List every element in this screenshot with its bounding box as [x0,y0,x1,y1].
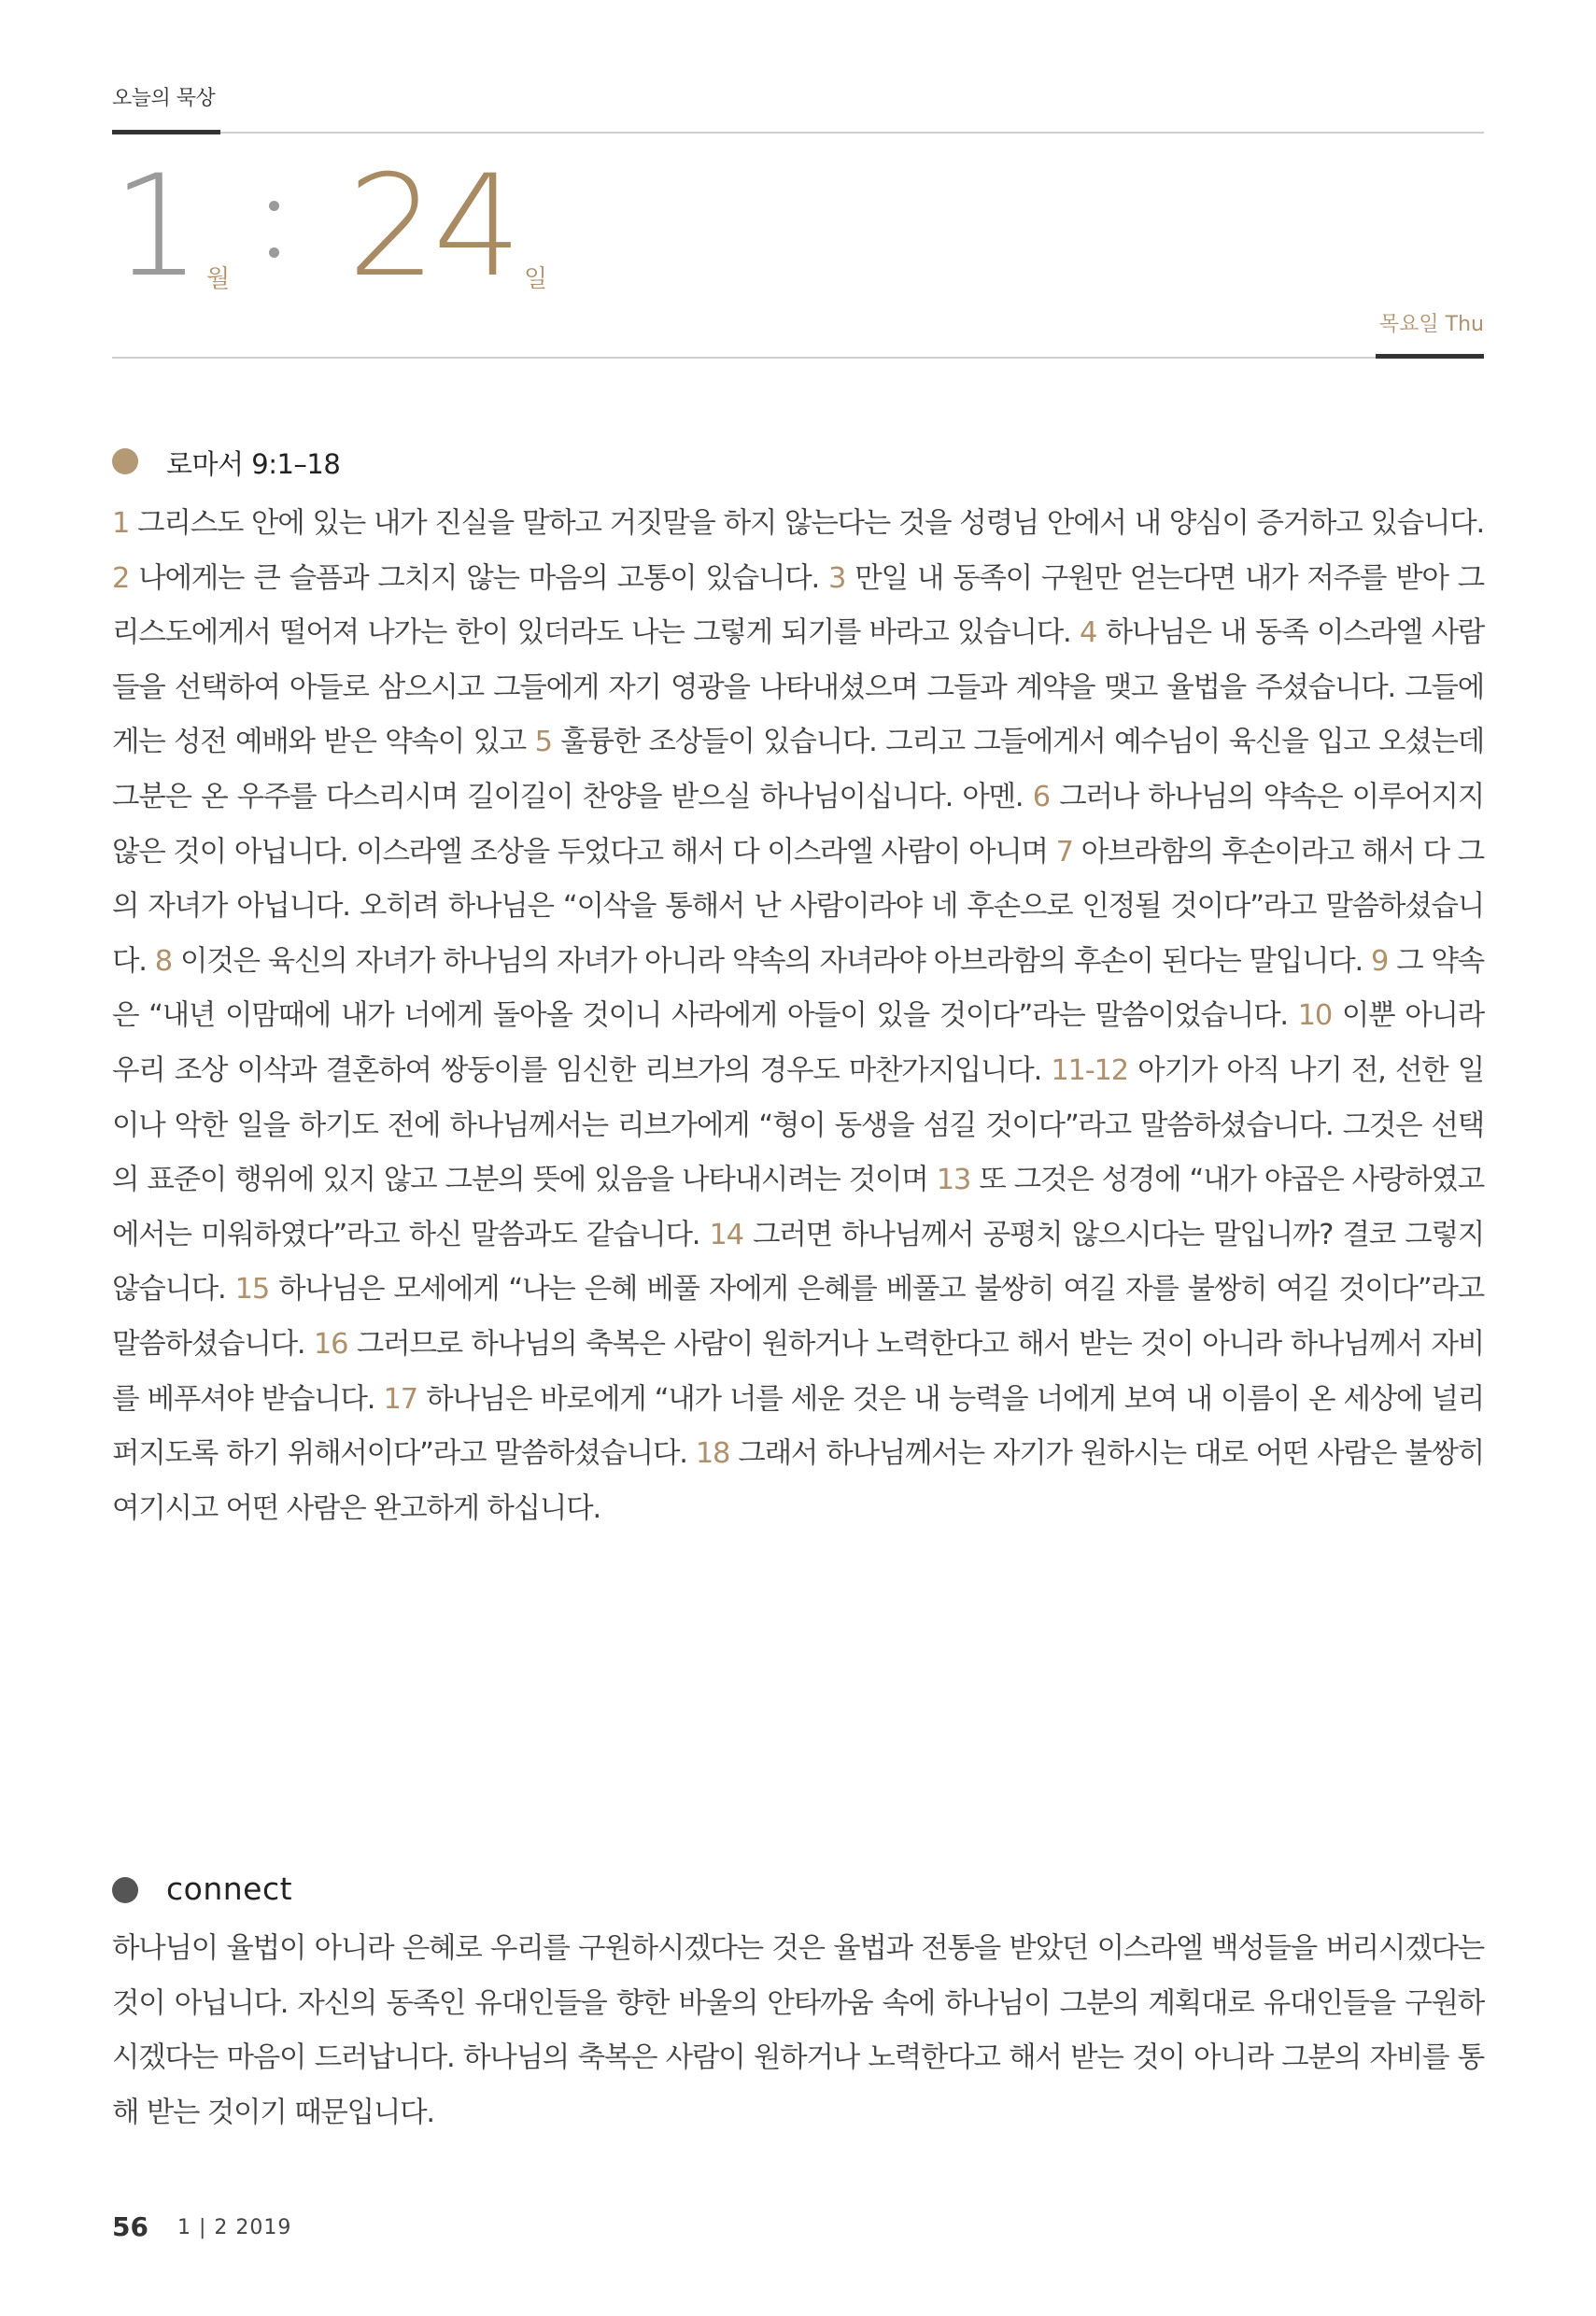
verse-number: 16 [313,1327,348,1361]
day-unit: 일 [524,265,548,293]
verse-text: 그 약속은 “내년 이맘때에 내가 너에게 돌아올 것이니 사라에게 아들이 있을 것이다”라는 말씀이었습니다. [112,944,1484,1033]
header-divider [112,132,1484,134]
connect-title: connect [166,1871,293,1907]
weekday-label: 목요일 Thu [1378,313,1484,336]
verse-number: 3 [828,561,846,595]
verse-number: 10 [1297,999,1333,1033]
page-number: 56 [112,2211,148,2242]
verse-number: 4 [1079,616,1097,650]
date-colon [269,201,280,266]
section-label: 오늘의 묵상 [112,87,216,110]
verse-number: 5 [534,726,552,759]
header-divider-accent [112,130,220,134]
date-divider [112,357,1484,359]
verse-number: 18 [695,1437,730,1471]
issue-label: 1 | 2 2019 [177,2216,292,2239]
verse-text: 하나님은 모세에게 “나는 은혜 베풀 자에게 은혜를 베풀고 불쌍히 여길 자를 불쌍히 여길 것이다”라고 말씀하셨습니다. [112,1273,1484,1361]
colon-dot-top [269,201,279,211]
verse-number: 8 [154,944,172,978]
month-number: 1 [112,146,196,308]
verse-number: 2 [112,561,130,595]
verse-text: 이것은 육신의 자녀가 하나님의 자녀가 아니라 약속의 자녀라야 아브라함의 후손이 된다는 말입니다. [171,944,1372,978]
verse-number: 1 [112,507,130,540]
verse-text: 그래서 하나님께서는 자기가 원하시는 대로 어떤 사람은 불쌍히 여기시고 어떤 사람은 완고하게 하십니다. [112,1437,1484,1525]
verse-number: 14 [709,1218,743,1251]
verse-text: 나에게는 큰 슬픔과 그치지 않는 마음의 고통이 있습니다. [129,561,829,595]
verse-number: 15 [234,1273,270,1306]
verse-text: 그러면 하나님께서 공평치 않으시다는 말입니까? 결코 그렇지 않습니다. [112,1218,1484,1306]
verse-number: 6 [1032,780,1050,813]
verse-text: 그러므로 하나님의 축복은 사람이 원하거나 노력한다고 해서 받는 것이 아니라 하나님께서 자비를 베푸셔야 받습니다. [112,1327,1484,1416]
verse-text: 하나님은 바로에게 “내가 너를 세운 것은 내 능력을 너에게 보여 내 이름이 온 세상에 널리 퍼지도록 하기 위해서이다”라고 말씀하셨습니다. [112,1382,1484,1471]
passage-reference: 로마서 9:1–18 [166,448,341,480]
verse-text: 그리스도 안에 있는 내가 진실을 말하고 거짓말을 하지 않는다는 것을 성령님 안에서 내 양심이 증거하고 있습니다. [129,507,1484,540]
verse-text: 또 그것은 성경에 “내가 야곱은 사랑하였고 에서는 미워하였다”라고 하신 말씀과도 같습니다. [112,1164,1484,1251]
verse-number: 11-12 [1051,1053,1128,1087]
verse-text: 하나님은 내 동족 이스라엘 사람들을 선택하여 아들로 삼으시고 그들에게 자기 영광을 나타내셨으며 그들과 계약을 맺고 율법을 주셨습니다. 그들에게는 성전 예배와 받은 약속이 있고 [112,616,1484,759]
verse-number: 7 [1055,835,1073,868]
passage-bullet-icon [112,448,138,474]
month-unit: 월 [206,265,231,293]
verse-number: 17 [383,1382,417,1416]
verse-text: 훌륭한 조상들이 있습니다. 그리고 그들에게서 예수님이 육신을 입고 오셨는데 그분은 온 우주를 다스리시며 길이길이 찬양을 받으실 하나님이십니다. 아멘. [112,726,1484,813]
verse-number: 13 [936,1164,971,1197]
date-divider-accent [1376,354,1484,359]
verse-text: 이뿐 아니라 우리 조상 이삭과 결혼하여 쌍둥이를 임신한 리브가의 경우도 마찬가지입니다. [112,999,1484,1087]
colon-dot-bottom [269,247,279,258]
verse-text: 아브라함의 후손이라고 해서 다 그의 자녀가 아닙니다. 오히려 하나님은 “이삭을 통해서 난 사람이라야 네 후손으로 인정될 것이다”라고 말씀하셨습니다. [112,835,1484,978]
connect-text: 하나님이 율법이 아니라 은혜로 우리를 구원하시겠다는 것은 율법과 전통을 받았던 이스라엘 백성들을 버리시겠다는 것이 아닙니다. 자신의 동족인 유대인들을 향한 바울의 안타까움 속에 하나님이 그분의 계획대로 유대인들을 구원하시겠다는 마음이 드러납니다. 하나님의 축복은 사람이 원하거나 노력한다고 해서 받는 것이 아니라 그분의 자비를 통해 받는 것이기 때문입니다. [112,1932,1484,2129]
day-number: 24 [347,146,518,308]
passage-text [112,497,1484,1536]
connect-bullet-icon [112,1877,138,1903]
verse-text: 그러나 하나님의 약속은 이루어지지 않은 것이 아닙니다. 이스라엘 조상을 두었다고 해서 다 이스라엘 사람이 아니며 [112,780,1484,868]
verse-text: 만일 내 동족이 구원만 얻는다면 내가 저주를 받아 그리스도에게서 떨어져 나가는 한이 있더라도 나는 그렇게 되기를 바라고 있습니다. [112,561,1485,650]
verse-number: 9 [1371,944,1389,978]
verse-text: 아기가 아직 나기 전, 선한 일이나 악한 일을 하기도 전에 하나님께서는 리브가에게 “형이 동생을 섬길 것이다”라고 말씀하셨습니다. 그것은 선택의 표준이 행위에 있지 않고 그분의 뜻에 있음을 나타내시려는 것이며 [112,1053,1484,1197]
